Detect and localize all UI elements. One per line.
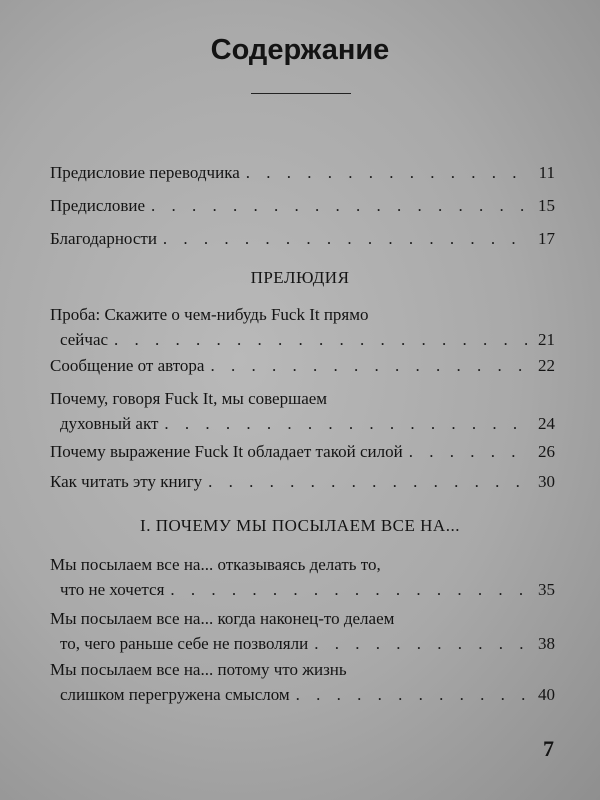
dot-leader: [170, 577, 527, 602]
dot-leader: [409, 439, 527, 464]
toc-entry-title: Благодарности: [50, 229, 157, 248]
toc-entry-title: Мы посылаем все на... отказываясь делать то,: [50, 555, 381, 574]
toc-entry: [50, 469, 555, 494]
toc-entry-page: 17: [538, 229, 555, 248]
dot-leader: [296, 682, 527, 707]
dot-leader: [164, 411, 527, 436]
dot-leader: [246, 160, 527, 185]
toc-entry-page: 40: [538, 685, 555, 704]
toc-entry-page: 21: [538, 330, 555, 349]
toc-entry-title-cont: то, чего раньше себе не позволяли: [60, 634, 309, 653]
toc-entry-page: 24: [538, 414, 555, 433]
toc-entry-title: Почему выражение Fuck It обладает такой силой: [50, 442, 403, 461]
dot-leader: [163, 226, 527, 251]
toc-entry-title: Мы посылаем все на... когда наконец-то делаем: [50, 609, 395, 628]
toc-entry-page: 35: [538, 580, 555, 599]
toc-entry: [50, 606, 555, 656]
toc-entry-title: Мы посылаем все на... потому что жизнь: [50, 660, 347, 679]
toc-entry: [50, 552, 555, 602]
toc-entry-title: Почему, говоря Fuck It, мы совершаем: [50, 389, 328, 408]
toc-entry-title-cont: что не хочется: [60, 580, 165, 599]
dot-leader: [114, 327, 527, 352]
page-number: 7: [543, 736, 554, 761]
toc-entry: [50, 439, 555, 464]
toc-entry-page: 26: [538, 442, 555, 461]
toc-entry: [50, 657, 555, 707]
toc-entry-title-cont: слишком перегружена смыслом: [60, 685, 290, 704]
toc-entry-page: 11: [538, 163, 555, 182]
toc-entry-title: Как читать эту книгу: [50, 472, 203, 491]
toc-entry-title: Сообщение от автора: [50, 356, 205, 375]
dot-leader: [208, 469, 527, 494]
page-title: Содержание: [210, 34, 390, 66]
toc-entry-title: Предисловие: [50, 196, 146, 215]
dot-leader: [210, 353, 527, 378]
toc-entry: [50, 386, 555, 436]
toc-entry-page: 22: [538, 356, 555, 375]
toc-entry: [50, 302, 555, 352]
toc-entry-title-cont: сейчас: [60, 330, 109, 349]
toc-entry-title-cont: духовный акт: [60, 414, 159, 433]
toc-entry-page: 15: [538, 196, 555, 215]
title-divider: [251, 93, 351, 94]
section-title: I. ПОЧЕМУ МЫ ПОСЫЛАЕМ ВСЕ НА...: [140, 516, 460, 535]
toc-entry: [50, 193, 555, 218]
toc-entry-page: 38: [538, 634, 555, 653]
dot-leader: [314, 631, 527, 656]
toc-entry: [50, 353, 555, 378]
section-title: ПРЕЛЮДИЯ: [250, 268, 350, 287]
toc-entry-page: 30: [538, 472, 555, 491]
toc-entry-title: Предисловие переводчика: [50, 163, 240, 182]
toc-entry: [50, 226, 555, 251]
dot-leader: [151, 193, 527, 218]
toc-entry-title: Проба: Скажите о чем-нибудь Fuck It прямо: [50, 305, 369, 324]
toc-entry: [50, 160, 555, 185]
